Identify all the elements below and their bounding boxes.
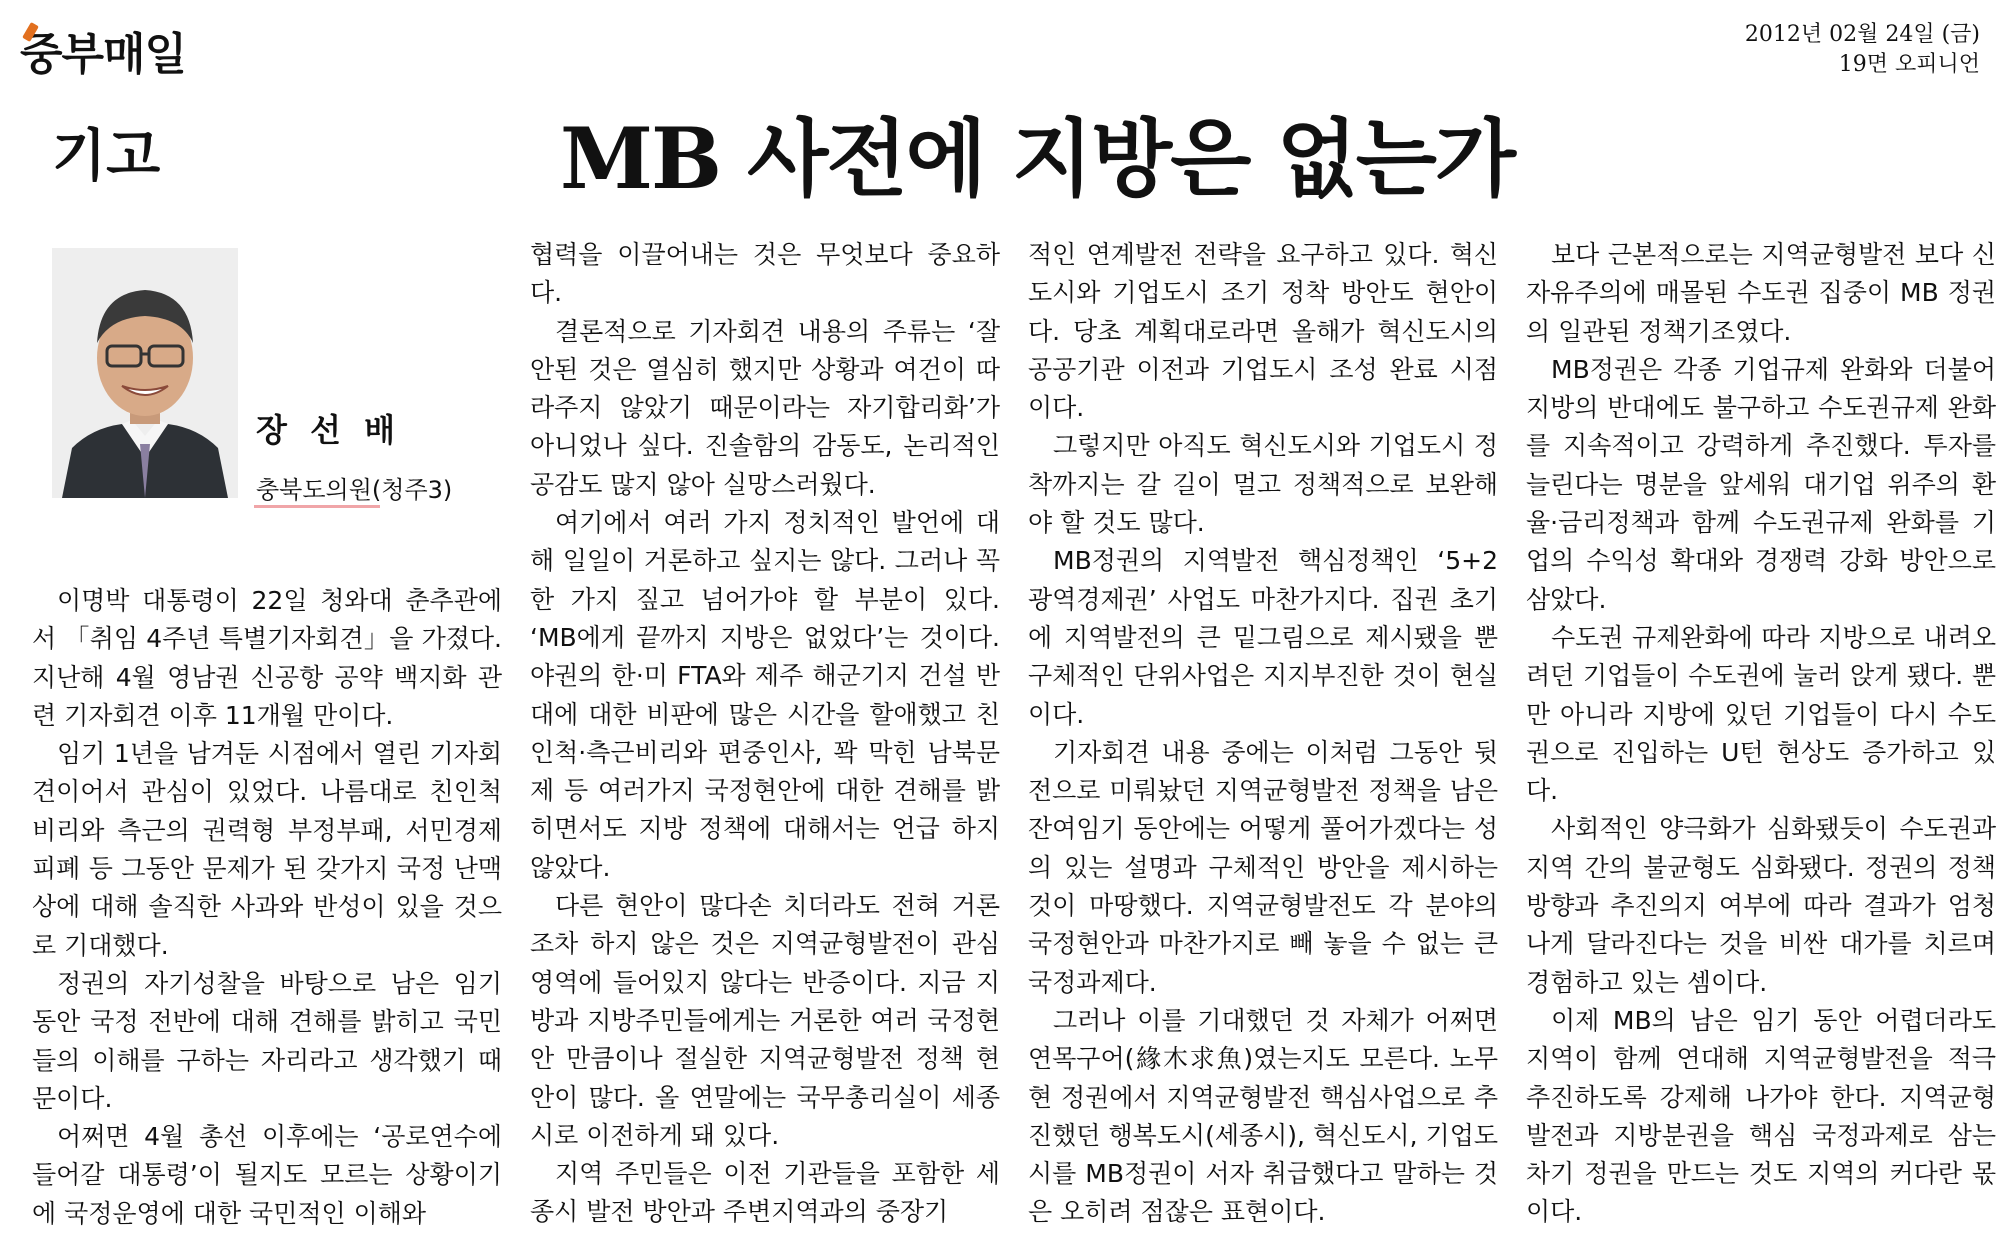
article-paragraph: 그렇지만 아직도 혁신도시와 기업도시 정착까지는 갈 길이 멀고 정책적으로 보완해야 할 것도 많다. (1028, 431, 1498, 538)
article-paragraph: 수도권 규제완화에 따라 지방으로 내려오려던 기업들이 수도권에 눌러 앉게 됐다. 뿐만 아니라 지방에 있던 기업들이 다시 수도권으로 진입하는 U턴 현상도 증가하고 있다. (1526, 622, 1996, 806)
article-paragraph: 이명박 대통령이 22일 청와대 춘추관에서 「취임 4주년 특별기자회견」을 가졌다. 지난해 4월 영남권 신공항 공약 백지화 관련 기자회견 이후 11개월 만이다. (32, 586, 502, 730)
author-name: 장 선 배 (256, 411, 402, 449)
article-paragraph: 임기 1년을 남겨둔 시점에서 열린 기자회견이어서 관심이 있었다. 나름대로 친인척 비리와 측근의 권력형 부정부패, 서민경제 피폐 등 그동안 문제가 된 갖가지 국정 난맥상에 대해 솔직한 사과와 반성이 있을 것으로 기대했다. (32, 739, 502, 960)
article-paragraph: 협력을 이끌어내는 것은 무엇보다 중요하다. (530, 240, 1000, 308)
author-title-underline (254, 505, 380, 508)
article-paragraph: MB정권은 각종 기업규제 완화와 더불어 지방의 반대에도 불구하고 수도권규제 완화를 지속적이고 강력하게 추진했다. 투자를 늘린다는 명분을 앞세워 대기업 위주의 환율·금리정책과 함께 수도권규제 완화를 기업의 수익성 확대와 경쟁력 강화 방안으로 삼았다. (1526, 354, 1996, 614)
article-column-2 (530, 236, 1000, 1232)
section-label: 기고 (52, 124, 161, 189)
article-paragraph: 사회적인 양극화가 심화됐듯이 수도권과 지역 간의 불균형도 심화됐다. 정권의 정책방향과 추진의지 여부에 따라 결과가 엄청나게 달라진다는 것을 비싼 대가를 치르며 경험하고 있는 셈이다. (1526, 814, 1996, 997)
page-section: 19면 오피니언 (1838, 52, 1980, 77)
article-column-3 (1028, 236, 1498, 1232)
article-paragraph: 이제 MB의 남은 임기 동안 어렵더라도 지역이 함께 연대해 지역균형발전을 적극 추진하도록 강제해 나가야 한다. 지역균형발전과 지방분권을 핵심 국정과제로 삼는 차기 정권을 만드는 것도 지역의 커다란 몫이다. (1526, 1005, 1996, 1227)
article-column-1 (32, 582, 502, 1233)
portrait-image (52, 248, 238, 498)
article-paragraph: 그러나 이를 기대했던 것 자체가 어쩌면 연목구어(緣木求魚)였는지도 모른다. 노무현 정권에서 지역균형발전 핵심사업으로 추진했던 행복도시(세종시), 혁신도시, 기업도시를 MB정권이 서자 취급했다고 말하는 것은 오히려 점잖은 표현이다. (1028, 1005, 1498, 1227)
newspaper-logo (20, 18, 186, 82)
article-paragraph: 어쩌면 4월 총선 이후에는 ‘공로연수에 들어갈 대통령’이 될지도 모르는 상황이기에 국정운영에 대한 국민적인 이해와 (32, 1122, 502, 1228)
article-paragraph: 결론적으로 기자회견 내용의 주류는 ‘잘 안된 것은 열심히 했지만 상황과 여건이 따라주지 않았기 때문이라는 자기합리화’가 아니었나 싶다. 진솔함의 감동도, 논리적인 공감도 많지 않아 실망스러웠다. (530, 316, 1000, 499)
article-paragraph: 적인 연계발전 전략을 요구하고 있다. 혁신도시와 기업도시 조기 정착 방안도 현안이다. 당초 계획대로라면 올해가 혁신도시의 공공기관 이전과 기업도시 조성 완료 시점이다. (1028, 240, 1498, 423)
article-paragraph: 정권의 자기성찰을 바탕으로 남은 임기 동안 국정 전반에 대해 견해를 밝히고 국민들의 이해를 구하는 자리라고 생각했기 때문이다. (32, 968, 502, 1113)
author-title: 충북도의원(청주3) (256, 476, 453, 504)
article-paragraph: MB정권의 지역발전 핵심정책인 ‘5+2 광역경제권’ 사업도 마찬가지다. 집권 초기에 지역발전의 큰 밑그림으로 제시됐을 뿐 구체적인 단위사업은 지지부진한 것이 현실이다. (1028, 546, 1498, 729)
article-paragraph: 지역 주민들은 이전 기관들을 포함한 세종시 발전 방안과 주변지역과의 중장기 (530, 1159, 1000, 1227)
article-paragraph: 기자회견 내용 중에는 이처럼 그동안 뒷전으로 미뤄놨던 지역균형발전 정책을 남은 잔여임기 동안에는 어떻게 풀어가겠다는 성의 있는 설명과 구체적인 방안을 제시하는 것이 마땅했다. 지역균형발전도 각 분야의 국정현안과 마찬가지로 빼 놓을 수 없는 큰 국정과제다. (1028, 737, 1498, 997)
article-paragraph: 보다 근본적으로는 지역균형발전 보다 신자유주의에 매몰된 수도권 집중이 MB 정권의 일관된 정책기조였다. (1526, 240, 1996, 346)
issue-date: 2012년 02월 24일 (금) (1744, 22, 1980, 47)
article-column-4 (1526, 236, 1996, 1232)
logo-text: 중부매일 (20, 29, 187, 80)
dateline (1745, 20, 1980, 80)
article-paragraph: 여기에서 여러 가지 정치적인 발언에 대해 일일이 거론하고 싶지는 않다. 그러나 꼭 한 가지 짚고 넘어가야 할 부분이 있다. ‘MB에게 끝까지 지방은 없었다’는 것이다. 야권의 한·미 FTA와 제주 해군기지 건설 반대에 대한 비판에 많은 시간을 할애했고 친인척·측근비리와 편중인사, 꽉 막힌 남북문제 등 여러가지 국정현안에 대한 견해를 밝히면서도 지방 정책에 대해서는 언급 하지 않았다. (530, 508, 1000, 882)
headline: MB 사전에 지방은 없는가 (560, 109, 1515, 208)
article-paragraph: 다른 현안이 많다손 치더라도 전혀 거론조차 하지 않은 것은 지역균형발전이 관심영역에 들어있지 않다는 반증이다. 지금 지방과 지방주민들에게는 거론한 여러 국정현안 만큼이나 절실한 지역균형발전 정책 현안이 많다. 올 연말에는 국무총리실이 세종시로 이전하게 돼 있다. (530, 891, 1000, 1150)
author-photo (52, 248, 238, 498)
